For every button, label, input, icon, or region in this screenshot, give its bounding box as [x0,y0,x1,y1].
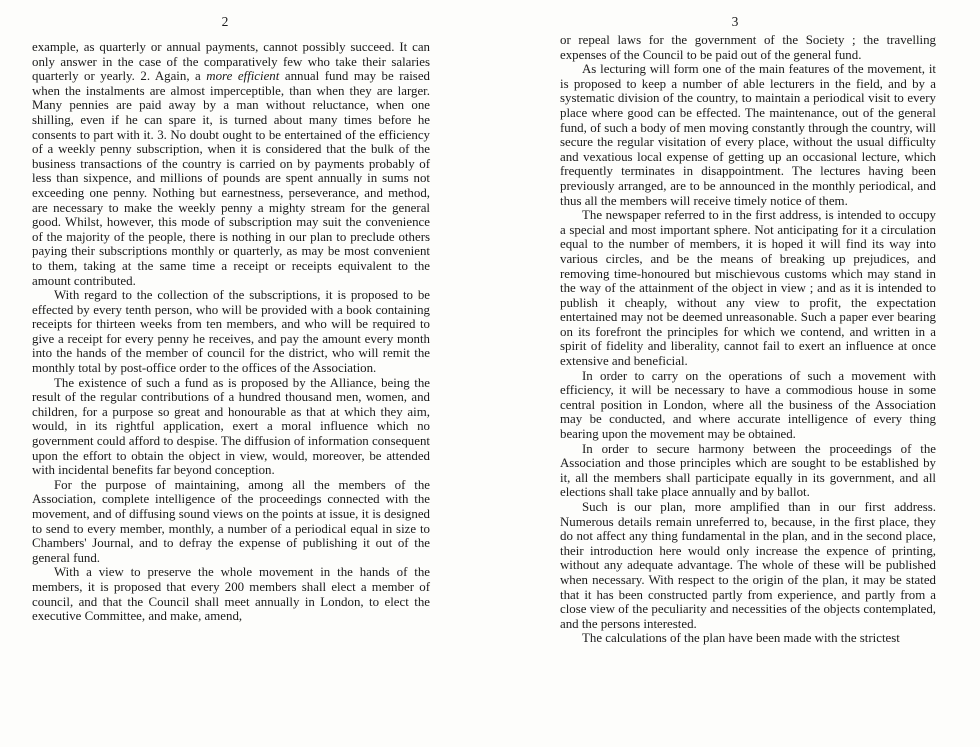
right-page [490,0,980,747]
paragraph: With a view to preserve the whole movement in the hands of the members, it is proposed that every 200 members shall elect a member of council, and that the Council shall meet annually in London, to elect the executive Committee, and make, amend, [32,565,430,624]
page-body [32,40,430,624]
paragraph: With regard to the collection of the subscriptions, it is proposed to be effected by every tenth person, who will be provided with a book containing receipts for thirteen weeks from ten members, and who will be required to give a receipt for every penny he receives, and pay the amount every month into the hands of the member of council for the district, who will remit the monthly total by post-office order to the offices of the Association. [32,288,430,376]
paragraph: In order to secure harmony between the proceedings of the Association and those principles which are sought to be established by it, all the members shall participate equally in its government, and all elections shall take place annually and by ballot. [560,441,936,500]
paragraph [32,40,430,288]
paragraph: or repeal laws for the government of the Society ; the travelling expenses of the Council to be paid out of the general fund. [560,33,936,62]
left-page [0,0,480,747]
paragraph: The newspaper referred to in the first address, is intended to occupy a special and most important sphere. Not anticipating for it a circulation equal to the number of members, it is hoped it will find its way into various circles, and be the means of breaking up prejudices, and removing time-honoured but mischievous customs which may stand in the way of the attainment of the object in view ; and as it is intended to publish it cheaply, without any view to profit, the expectation entertained may not be deemed unreasonable. Such a paper ever bearing on its forefront the principles for which we contend, and written in a spirit of fidelity and liberality, cannot fail to exert an influence at once extensive and beneficial. [560,208,936,369]
paragraph: The calculations of the plan have been made with the strictest [582,631,900,646]
paragraph: The existence of such a fund as is proposed by the Alliance, being the result of the regular contributions of a hundred thousand men, women, and children, for a purpose so great and honourable as that at which they aim, would, in its rightful application, exert a moral influence which no government could afford to despise. The diffusion of information consequent upon the effort to obtain the object in view, would, moreover, be attended with incidental benefits far beyond conception. [32,375,430,478]
page-number: 3 [731,14,739,29]
paragraph: In order to carry on the operations of such a movement with efficiency, it will be necessary to have a commodious house in some central position in London, where all the business of the Association may be conducted, and where accurate intelligence of every thing bearing upon the movement may be obtained. [560,368,936,442]
paragraph-text: annual fund may be raised when the instalments are almost imperceptible, than when they are larger. Many pennies are paid away by a man without reluctance, when one shilling, even if he can spare it, is turned about many times before he consents to part with it. 3. No doubt ought to be entertained of the efficiency of a weekly penny subscription, when it is considered that the bulk of the business transactions of the country is carried on by payments probably of less than sixpence, and millions of pounds are spent annually in sums not exceeding one penny. Nothing but earnestness, perseverance, and method, are necessary to make the weekly penny a mighty stream for the general good. Whilst, however, this mode of subscription may suit the convenience of the majority of the people, there is nothing in our plan to preclude others paying their subscriptions monthly or quarterly, as may be most convenient to them, taking at the same time a receipt or receipts equivalent to the amount contributed. [32,69,430,288]
italic-emphasis: more efficient [206,69,280,84]
paragraph: For the purpose of maintaining, among all the members of the Association, complete intelligence of the proceedings connected with the movement, and of diffusing sound views on the points at issue, it is designed to send to every member, monthly, a number of a periodical equal in size to Chambers' Journal, and to defray the expense of publishing it out of the general fund. [32,477,430,565]
paragraph: As lecturing will form one of the main features of the movement, it is proposed to keep a number of able lecturers in the field, and by a systematic division of the country, to maintain a periodical visit to every place where good can be effected. The maintenance, out of the general fund, of such a body of men moving constantly through the country, will secure the regular visitation of every place, without the usual difficulty and vexatious local expense of getting up an occasional lecture, which frequently terminates in disappointment. The lectures having been previously arranged, are to be announced in the monthly periodical, and thus all the members will receive timely notice of them. [560,62,936,208]
paragraph: Such is our plan, more amplified than in our first address. Numerous details remain unreferred to, because, in the first place, they do not affect any thing fundamental in the plan, and in the second place, their introduction here would only increase the expence of printing, without any adequate advantage. The whole of these will be published when necessary. With respect to the origin of the plan, it may be stated that it has been constructed partly from experience, and partly from a close view of the peculiarity and necessities of the objects contemplated, and the persons interested. [560,500,936,631]
page-body [560,33,936,646]
paragraph-text: example, as quarterly or annual payments, cannot possibly succeed. It can only answer in the case of the comparatively few who take their salaries quarterly or yearly. 2. Again, a [32,40,430,84]
page-number: 2 [221,14,229,29]
